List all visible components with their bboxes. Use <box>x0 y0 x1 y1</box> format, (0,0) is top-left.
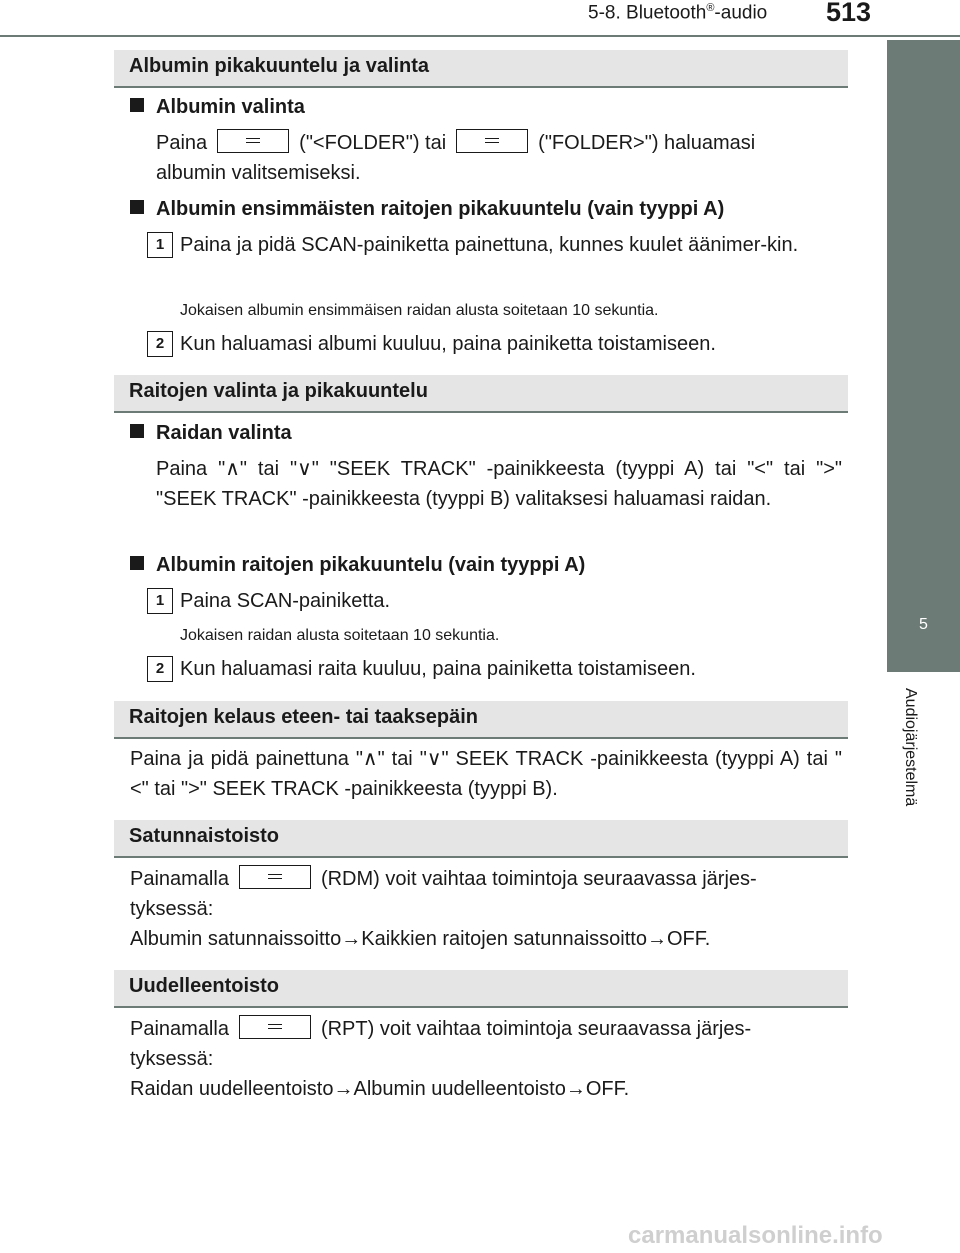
step-note: Jokaisen raidan alusta soitetaan 10 sekuntia. <box>180 627 500 644</box>
step-number: 2 <box>147 656 173 682</box>
subheading-track-select: Raidan valinta <box>130 422 292 445</box>
section-title: 5-8. Bluetooth®-audio <box>588 2 768 24</box>
random-text: Painamalla (RDM) voit vaihtaa toimintoja seuraavassa järjes- tyksessä: Albumin satunnaissoitto→Kaikkien raitojen satunnaissoitto→OFF. <box>130 864 842 954</box>
section-heading-track-scan: Raitojen valinta ja pikakuuntelu <box>114 375 848 413</box>
step-text: Kun haluamasi raita kuuluu, paina painiketta toistamiseen. <box>180 658 696 680</box>
rpt-button-icon <box>239 1015 311 1039</box>
step-text: Kun haluamasi albumi kuuluu, paina painiketta toistamiseen. <box>180 333 716 355</box>
rdm-button-icon <box>239 865 311 889</box>
step-text: Paina SCAN-painiketta. <box>180 590 391 612</box>
section-heading-seek: Raitojen kelaus eteen- tai taaksepäin <box>114 701 848 739</box>
header-divider <box>0 35 960 37</box>
subheading-album-scan: Albumin ensimmäisten raitojen pikakuuntelu (vain tyyppi A) <box>130 198 724 221</box>
chapter-tab-block <box>887 40 960 672</box>
section-heading-random: Satunnaistoisto <box>114 820 848 858</box>
step-number: 2 <box>147 331 173 357</box>
track-select-text: Paina "∧" tai "∨" "SEEK TRACK" -painikkeesta (tyyppi A) tai "<" tai ">" "SEEK TRACK" -painikkeesta (tyyppi B) valitaksesi haluamasi raidan. <box>156 458 842 510</box>
repeat-text: Painamalla (RPT) voit vaihtaa toimintoja seuraavassa järjes- tyksessä: Raidan uudelleentoisto→Albumin uudelleentoisto→OFF. <box>130 1014 842 1104</box>
page-number: 513 <box>826 0 872 27</box>
album-select-text: Paina ("<FOLDER") tai ("FOLDER>") haluamasi albumin valitsemiseksi. <box>156 128 842 188</box>
folder-prev-button-icon <box>217 129 289 153</box>
seek-text: Paina ja pidä painettuna "∧" tai "∨" SEEK TRACK -painikkeesta (tyyppi A) tai "<" tai ">" SEEK TRACK -painikkeesta (tyyppi B). <box>130 748 842 800</box>
subheading-track-scan: Albumin raitojen pikakuuntelu (vain tyyppi A) <box>130 554 585 577</box>
chapter-label: Audiojärjestelmä <box>902 688 919 807</box>
page-header <box>0 0 960 40</box>
step-text: Paina ja pidä SCAN-painiketta painettuna, kunnes kuulet äänimer-kin. <box>180 234 799 256</box>
subheading-album-select: Albumin valinta <box>130 96 305 119</box>
folder-next-button-icon <box>456 129 528 153</box>
section-heading-repeat: Uudelleentoisto <box>114 970 848 1008</box>
chapter-number: 5 <box>919 616 928 633</box>
watermark: carmanualsonline.info <box>628 1222 883 1249</box>
step-number: 1 <box>147 232 173 258</box>
section-heading-album-scan: Albumin pikakuuntelu ja valinta <box>114 50 848 88</box>
step-number: 1 <box>147 588 173 614</box>
step-note: Jokaisen albumin ensimmäisen raidan alusta soitetaan 10 sekuntia. <box>180 302 659 319</box>
chapter-tab <box>887 40 960 1040</box>
